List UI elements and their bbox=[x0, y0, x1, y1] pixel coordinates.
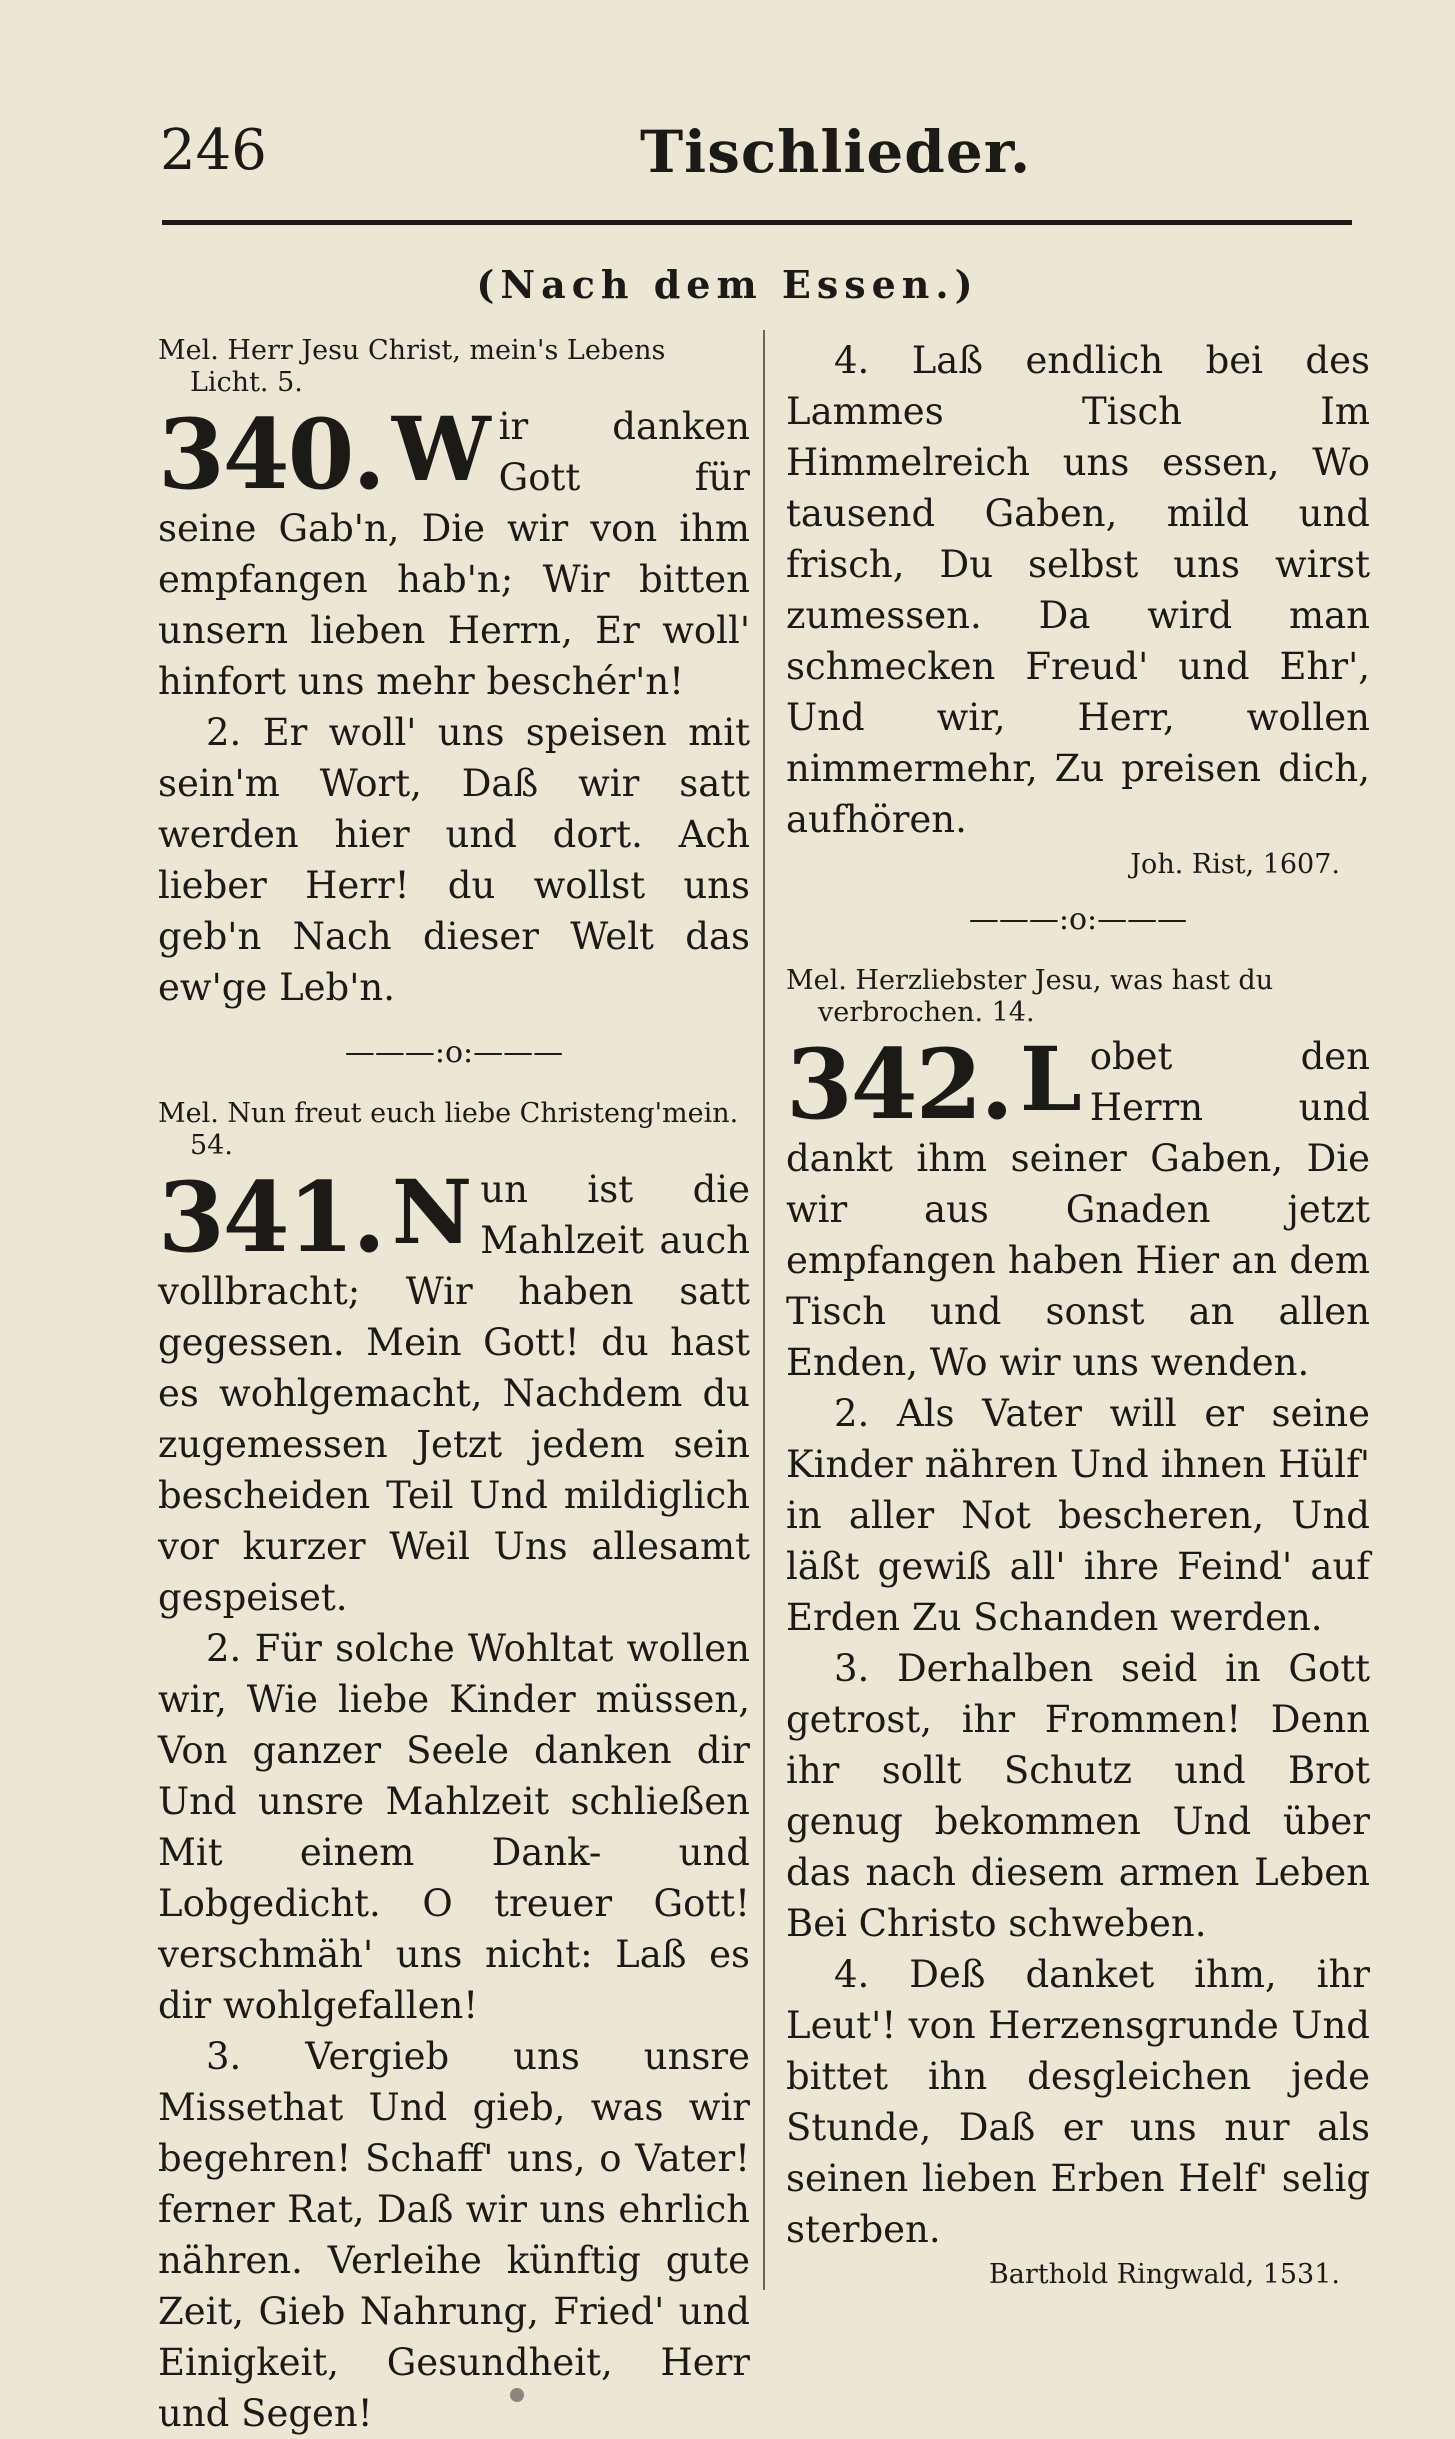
divider-ornament: ———:o:——— bbox=[968, 902, 1188, 937]
hymn-341-verse-1: un ist die Mahlzeit auch vollbracht; Wir haben satt gegessen. Mein Gott! du hast es wohlgemacht, Nachdem du zugemessen Jetzt jedem sein bescheiden Teil Und mildiglich vor kurzer Weil Uns allesamt gespeiset. bbox=[158, 1168, 750, 1619]
page-number: 246 bbox=[160, 118, 267, 183]
hymn-342-verse-4: 4. Deß danket ihm, ihr Leut'! von Herzensgrunde Und bittet ihn desgleichen jede Stunde, Daß er uns nur als seinen lieben Erben Helf' selig sterben. bbox=[786, 1953, 1370, 2251]
hymn-341-author: Joh. Rist, 1607. bbox=[1130, 849, 1340, 880]
hymn-342-verse-2: 2. Als Vater will er seine Kinder nähren Und ihnen Hülf' in aller Not bescheren, Und läßt gewiß all' ihre Feind' auf Erden Zu Schanden werden. bbox=[786, 1392, 1370, 1639]
hymn-342-initial: L bbox=[1019, 1027, 1082, 1131]
hymn-341-verse-3: 3. Vergieb uns unsre Missethat Und gieb, was wir begehren! Schaff' uns, o Vater! ferner Rat, Daß wir uns ehrlich nähren. Verleihe künftig gute Zeit, Gieb Nahrung, Fried' und Einigkeit, Gesundheit, Herr und Segen! bbox=[158, 2035, 750, 2435]
hymn-340-initial: W bbox=[391, 397, 491, 501]
hymn-342-verse-3: 3. Derhalben seid in Gott getrost, ihr Frommen! Denn ihr sollt Schutz und Brot genug bekommen Und über das nach diesem armen Leben Bei Christo schweben. bbox=[786, 1647, 1370, 1945]
hymn-341-initial: N bbox=[391, 1160, 473, 1264]
hymn-342-verse-1: obet den Herrn und dankt ihm seiner Gaben, Die wir aus Gnaden jetzt empfangen haben Hier an dem Tisch und sonst an allen Enden, Wo wir uns wenden. bbox=[786, 1035, 1370, 1384]
hymn-341 bbox=[158, 1098, 750, 2439]
hymn-341-number: 341. bbox=[158, 1161, 384, 1274]
hymn-340-number: 340. bbox=[158, 398, 384, 511]
hymn-341-verse-2: 2. Für solche Wohltat wollen wir, Wie liebe Kinder müssen, Von ganzer Seele danken dir Und unsre Mahlzeit schließen Mit einem Dank- und Lobgedicht. O treuer Gott! verschmäh' uns nicht: Laß es dir wohlgefallen! bbox=[158, 1627, 750, 2027]
header-rule bbox=[162, 220, 1352, 225]
divider-ornament: ———:o:——— bbox=[344, 1035, 564, 1070]
hymn-341-melody: Mel. Nun freut euch liebe Christeng'mein. 54. bbox=[158, 1098, 739, 1161]
hymn-340-melody: Mel. Herr Jesu Christ, mein's Lebens Licht. 5. bbox=[158, 335, 666, 398]
section-title: (Nach dem Essen.) bbox=[476, 262, 979, 307]
left-column bbox=[158, 335, 750, 2439]
hymn-340 bbox=[158, 335, 750, 1013]
hymn-342-number: 342. bbox=[786, 1028, 1012, 1141]
ink-blot bbox=[510, 2388, 524, 2402]
hymn-340-first-verse bbox=[158, 397, 750, 707]
hymn-342 bbox=[786, 965, 1370, 2290]
column-separator bbox=[763, 330, 765, 2290]
hymn-341-first-verse bbox=[158, 1160, 750, 1623]
hymn-340-verse-1: ir danken Gott für seine Gab'n, Die wir von ihm empfangen hab'n; Wir bitten unsern lieben Herrn, Er woll' hinfort uns mehr beschér'n! bbox=[158, 405, 750, 703]
hymn-342-melody: Mel. Herzliebster Jesu, was hast du verbrochen. 14. bbox=[786, 965, 1274, 1028]
running-title: Tischlieder. bbox=[640, 118, 1032, 186]
right-column bbox=[786, 335, 1370, 2290]
hymn-341-verse-4: 4. Laß endlich bei des Lammes Tisch Im Himmelreich uns essen, Wo tausend Gaben, mild und frisch, Du selbst uns wirst zumessen. Da wird man schmecken Freud' und Ehr', Und wir, Herr, wollen nimmermehr, Zu preisen dich, aufhören. bbox=[786, 339, 1370, 841]
hymn-340-verse-2: 2. Er woll' uns speisen mit sein'm Wort, Daß wir satt werden hier und dort. Ach lieber Herr! du wollst uns geb'n Nach dieser Welt das ew'ge Leb'n. bbox=[158, 711, 750, 1009]
hymn-342-first-verse bbox=[786, 1027, 1370, 1388]
hymn-342-author: Barthold Ringwald, 1531. bbox=[988, 2259, 1340, 2290]
